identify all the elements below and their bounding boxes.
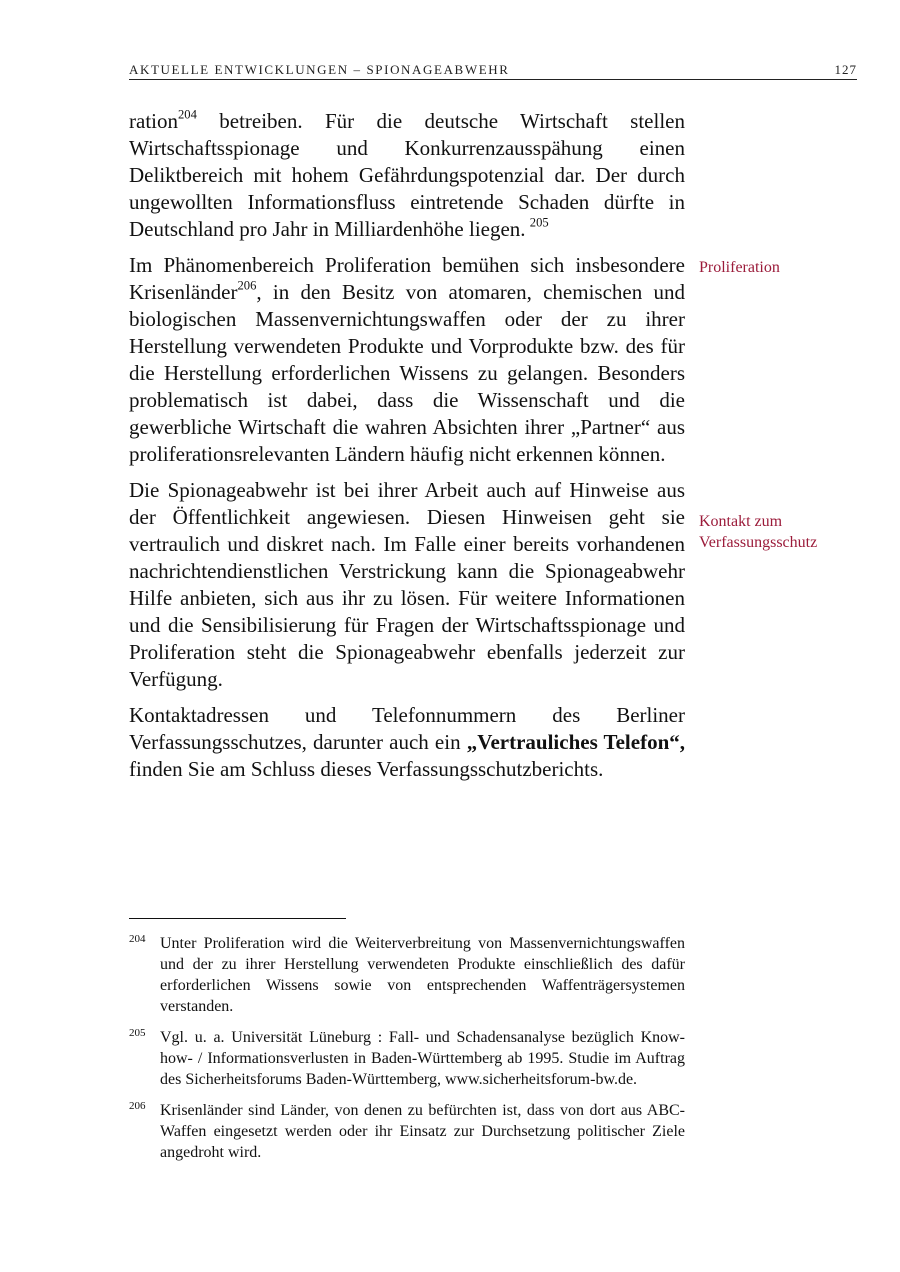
running-header-title: AKTUELLE ENTWICKLUNGEN – SPIONAGEABWEHR	[129, 62, 510, 77]
footnote-206	[129, 1100, 685, 1163]
footnote-text: Vgl. u. a. Universität Lüneburg : Fall- und Schadensanalyse bezüglich Know-how- / Informationsverlusten in Baden-Württemberg ab 1995. Studie im Auftrag des Sicherheitsforums Baden-Württemberg, www.sicherheitsforum-bw.de.	[160, 1029, 685, 1088]
paragraph-text: Im Phänomenbereich Proliferation bemühen sich insbesondere Krisenländer	[129, 253, 685, 304]
paragraph-text: , in den Besitz von atomaren, chemischen und biologischen Massenvernichtungswaffen oder der zu ihrer Herstellung verwendeten Produkte und Vorprodukte bzw. des für die Herstellung erforderlichen Wissens zu gelangen. Besonders problematisch ist dabei, dass die Wissenschaft und die gewerbliche Wirtschaft die wahren Absichten ihrer „Partner“ aus proliferationsrelevanten Ländern häufig nicht erkennen können.	[129, 280, 685, 466]
paragraph-text: finden Sie am Schluss dieses Verfassungsschutzberichts.	[129, 757, 604, 781]
footnote-rule	[129, 918, 346, 919]
footnote-text: Unter Proliferation wird die Weiterverbreitung von Massenvernichtungswaffen und der zu ihrer Herstellung verwendeten Produkte einschließlich des dafür erforderlichen Wissens sowie von entsprechenden Waffenträgersystemen verstanden.	[160, 935, 685, 1015]
header-rule	[129, 79, 857, 80]
footnote-number: 205	[129, 1027, 146, 1039]
footnote-text: Krisenländer sind Länder, von denen zu befürchten ist, dass von dort aus ABC-Waffen eingesetzt werden oder ihr Einsatz zur Durchsetzung politischer Ziele angedroht wird.	[160, 1102, 685, 1161]
paragraph-contact	[129, 702, 685, 783]
margin-note-proliferation: Proliferation	[699, 259, 780, 276]
paragraph-text: betreiben. Für die deutsche Wirtschaft stellen Wirtschaftsspionage und Konkurrenzausspähung einen Deliktbereich mit hohem Gefährdungspotenzial dar. Der durch ungewollten Informationsfluss eintretende Schaden dürfte in Deutschland pro Jahr in Milliardenhöhe liegen.	[129, 109, 685, 241]
paragraph-text: ration	[129, 109, 178, 133]
footnotes	[129, 933, 685, 1173]
footnote-ref-204: 204	[177, 107, 197, 122]
confidential-phone-label: „Vertrauliches Telefon“,	[466, 730, 685, 754]
footnote-ref-205: 205	[529, 215, 549, 230]
paragraph-economic-espionage	[129, 108, 685, 243]
paragraph-proliferation	[129, 252, 685, 468]
footnote-number: 206	[129, 1100, 146, 1112]
main-text	[129, 108, 685, 792]
paragraph-text: Kontaktadressen und Telefonnummern des Berliner Verfassungsschutzes, darunter auch ein	[129, 703, 685, 754]
margin-note-contact: Kontakt zum Verfassungsschutz	[699, 513, 818, 551]
paragraph-counterintelligence: Die Spionageabwehr ist bei ihrer Arbeit auch auf Hinweise aus der Öffentlichkeit angewiesen. Diesen Hinweisen geht sie vertraulich und diskret nach. Im Falle einer bereits vorhandenen nachrichtendienstlichen Verstrickung kann die Spionageabwehr Hilfe anbieten, sich aus ihr zu lösen. Für weitere Informationen und die Sensibilisierung für Fragen der Wirtschaftsspionage und Proliferation steht die Spionageabwehr ebenfalls jederzeit zur Verfügung.	[129, 478, 685, 691]
footnote-205	[129, 1027, 685, 1090]
footnote-204	[129, 933, 685, 1017]
page-number: 127	[834, 62, 857, 77]
footnote-number: 204	[129, 933, 146, 945]
footnote-ref-206: 206	[237, 278, 257, 293]
